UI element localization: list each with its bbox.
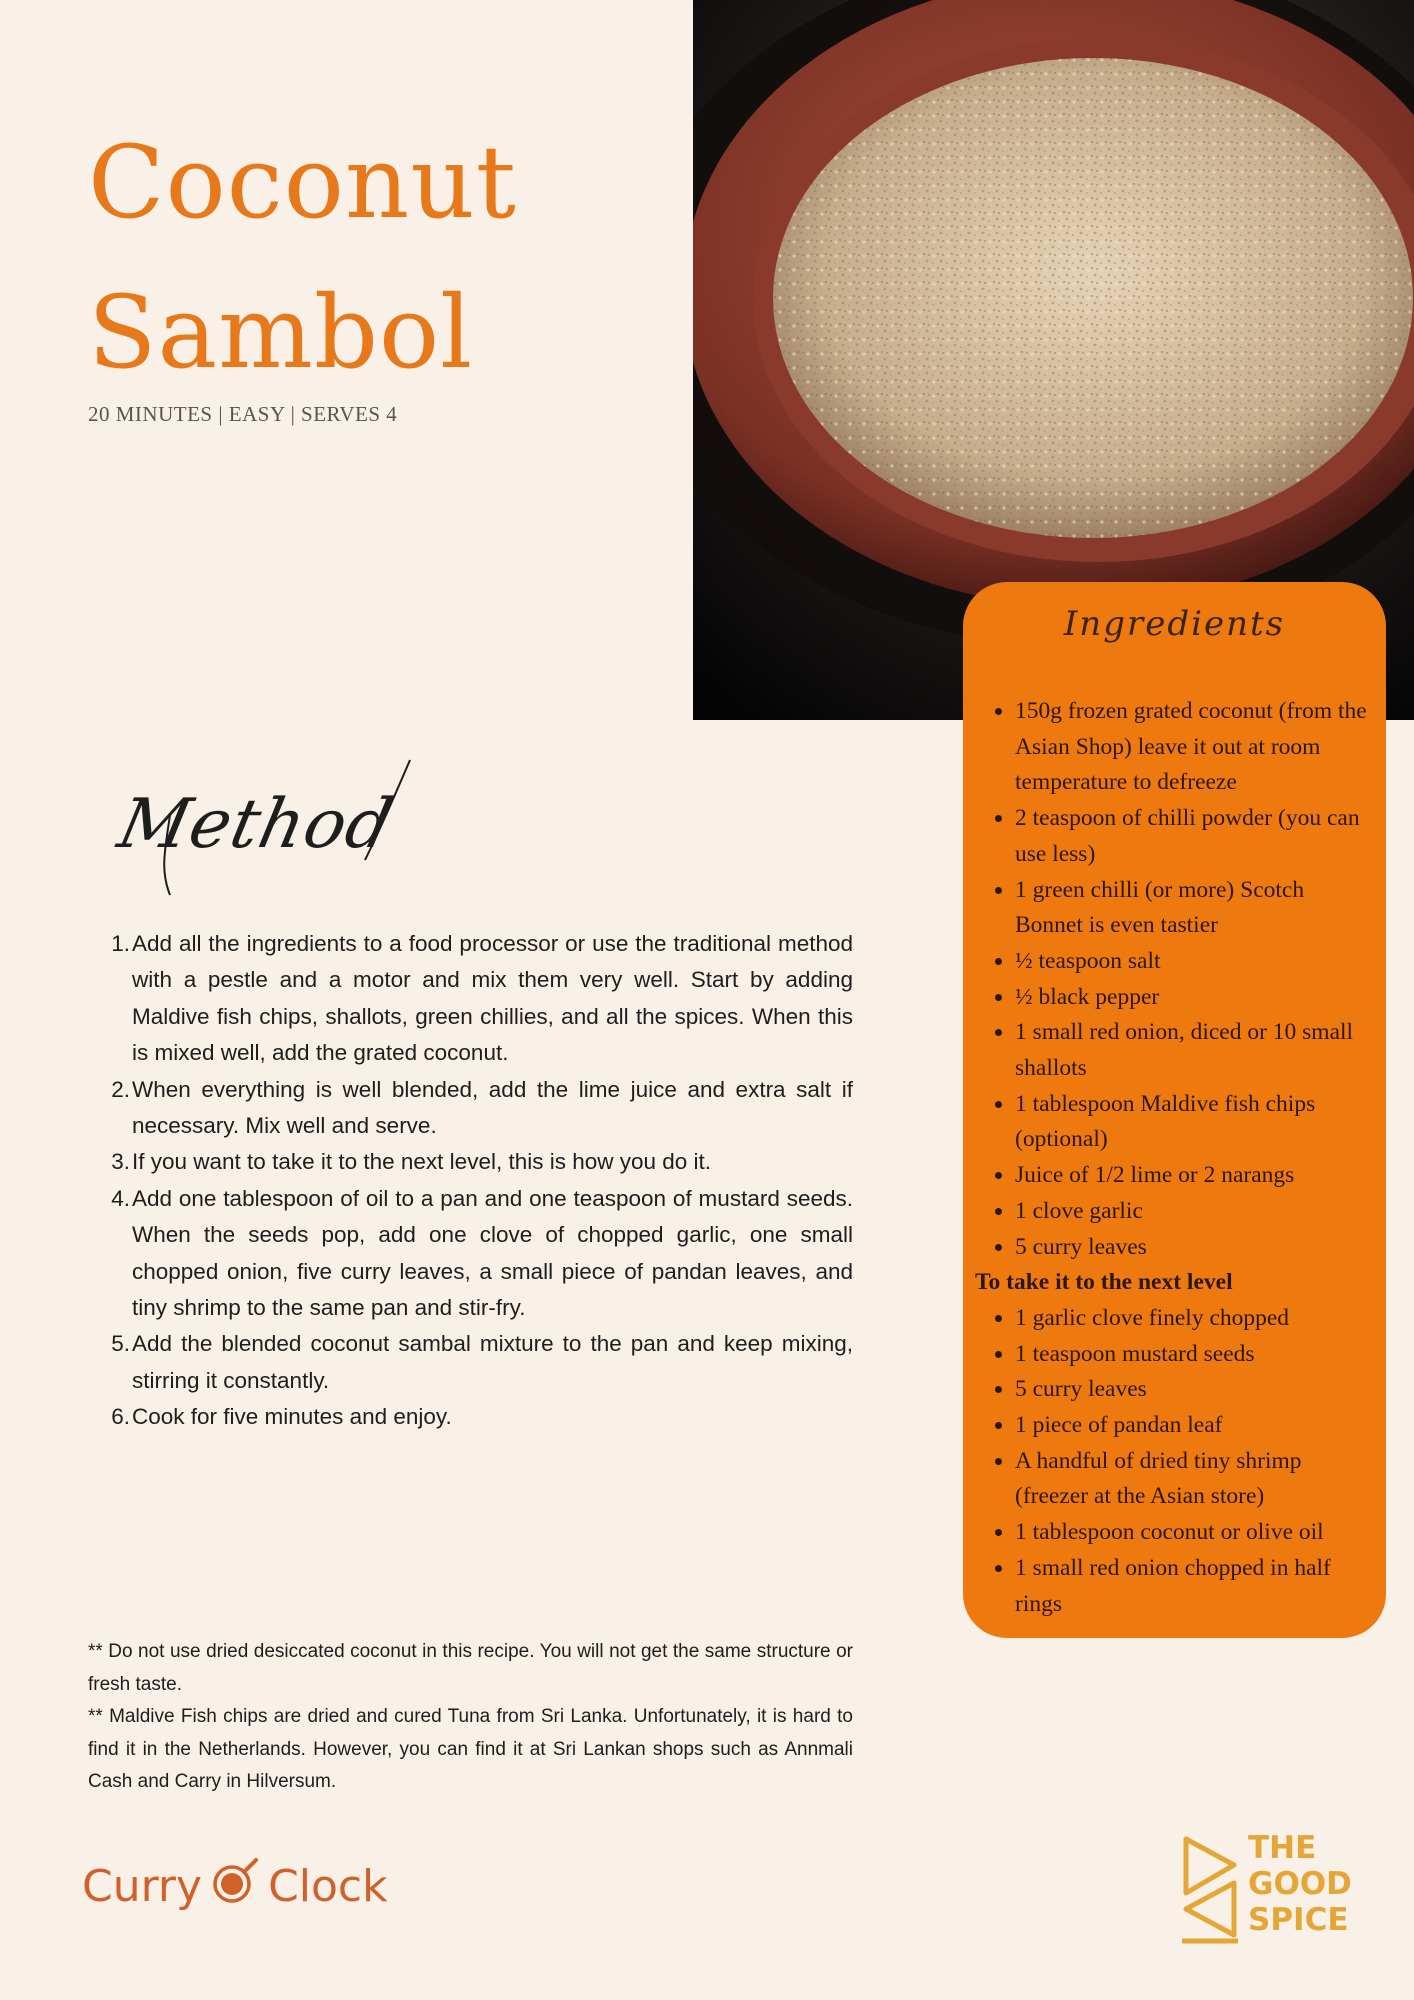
note-maldive-fish: ** Maldive Fish chips are dried and cured Tuna from Sri Lanka. Unfortunately, it is hard to find it in the Netherlands. However, you can find it at Sri Lankan shops such as Annmali Cash and Carry in Hilversum. <box>88 1706 853 1792</box>
ingredients-list <box>975 694 1370 1622</box>
ingredient-item: • 2 teaspoon of chilli powder (you can use less) <box>1015 801 1370 872</box>
note-desiccated-coconut: ** Do not use dried desiccated coconut in this recipe. You will not get the same structure or fresh taste. <box>88 1641 853 1695</box>
method-step: 4. Add one tablespoon of oil to a pan and one teaspoon of mustard seeds. When the seeds pop, add one clove of chopped garlic, one small chopped onion, five curry leaves, a small piece of pandan leaves, and tiny shrimp to the same pan and stir-fry. <box>111 1185 853 1321</box>
ingredient-item: • ½ black pepper <box>1015 980 1370 1016</box>
ingredient-item: • 1 small red onion, diced or 10 small shallots <box>1015 1015 1370 1086</box>
ingredient-item: • A handful of dried tiny shrimp (freezer at the Asian store) <box>1015 1444 1370 1515</box>
good-spice-mark-icon <box>1178 1835 1242 1945</box>
ingredient-item: • 1 small red onion chopped in half rings <box>1015 1551 1370 1622</box>
method-step: 6. Cook for five minutes and enjoy. <box>111 1404 452 1430</box>
clock-pan-icon <box>210 1856 260 1917</box>
ingredient-item: • 1 clove garlic <box>1015 1194 1370 1230</box>
ingredients-card <box>963 582 1386 1638</box>
ingredient-item: • 1 teaspoon mustard seeds <box>1015 1337 1370 1373</box>
ingredient-item: • 5 curry leaves <box>1015 1372 1370 1408</box>
ingredient-item: • ½ teaspoon salt <box>1015 944 1370 980</box>
main-ingredients <box>975 694 1370 1265</box>
curry-clock-left-word: Curry <box>82 1860 203 1912</box>
method-steps <box>88 926 853 1436</box>
ingredient-item: • 5 curry leaves <box>1015 1230 1370 1266</box>
recipe-title-line2: Sambol <box>88 274 474 391</box>
ingredient-item: • 150g frozen grated coconut (from the Asian Shop) leave it out at room temperature to defreeze <box>1015 694 1370 801</box>
method-step: 3. If you want to take it to the next level, this is how you do it. <box>111 1149 712 1175</box>
recipe-meta: 20 MINUTES | EASY | SERVES 4 <box>88 402 398 426</box>
recipe-title-line1: Coconut <box>88 124 517 241</box>
ingredient-item: • 1 tablespoon Maldive fish chips (optional) <box>1015 1087 1370 1158</box>
ingredient-item: • 1 green chilli (or more) Scotch Bonnet is even tastier <box>1015 873 1370 944</box>
ingredient-item: • 1 garlic clove finely chopped <box>1015 1301 1370 1337</box>
recipe-title <box>88 108 517 408</box>
ingredient-item: • 1 tablespoon coconut or olive oil <box>1015 1515 1370 1551</box>
curry-clock-logo <box>82 1856 388 1916</box>
next-level-ingredients <box>975 1301 1370 1622</box>
method-heading-label: Method <box>111 785 400 864</box>
method-step: 5. Add the blended coconut sambal mixture to the pan and keep mixing, stirring it constantly. <box>111 1331 853 1393</box>
curry-clock-right-word: Clock <box>268 1860 388 1912</box>
good-spice-wordmark: THE GOOD SPICE <box>1248 1830 1352 1938</box>
method-heading <box>110 755 440 905</box>
method-step: 1. Add all the ingredients to a food processor or use the traditional method with a pestle and a motor and mix them very well. Start by adding Maldive fish chips, shallots, green chillies, and all the spices. When this is mixed well, add the grated coconut. <box>111 931 853 1066</box>
ingredient-item: • Juice of 1/2 lime or 2 narangs <box>1015 1158 1370 1194</box>
recipe-notes <box>88 1636 853 1799</box>
ingredient-item: • 1 piece of pandan leaf <box>1015 1408 1370 1444</box>
ingredients-heading: Ingredients <box>1063 604 1286 644</box>
next-level-heading: To take it to the next level <box>975 1269 1233 1296</box>
method-step: 2. When everything is well blended, add the lime juice and extra salt if necessary. Mix well and serve. <box>111 1076 853 1139</box>
good-spice-logo <box>1178 1830 1378 1950</box>
